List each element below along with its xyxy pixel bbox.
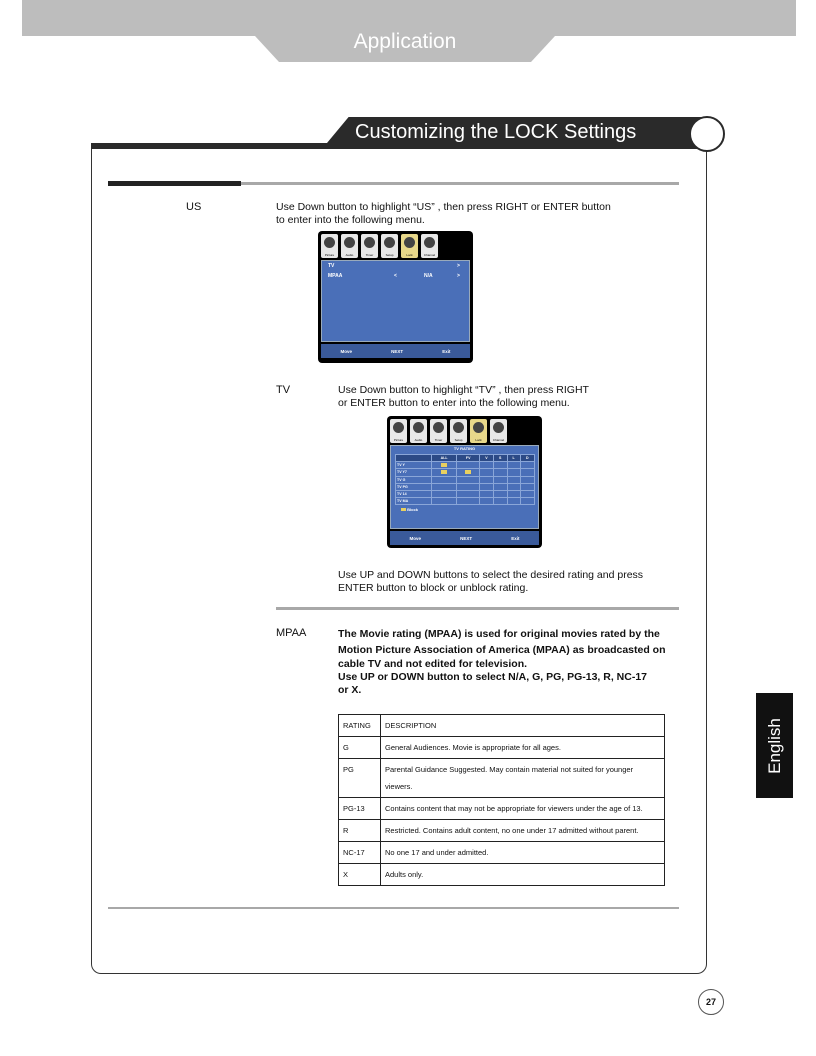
lock-icon <box>441 470 447 474</box>
menu-footer: Move NEXT Exit <box>321 344 470 358</box>
table-row: X Adults only. <box>339 864 665 886</box>
header-description: DESCRIPTION <box>381 715 665 737</box>
mpaa-line-5: or X. <box>338 684 362 696</box>
rating-row: TV Y7 <box>396 469 535 476</box>
table-row: PG-13 Contains content that may not be appropriate for viewers under the age of 13. <box>339 798 665 820</box>
section-title: Customizing the LOCK Settings <box>355 121 637 143</box>
setup-tab-icon: Setup <box>450 419 467 443</box>
menu-row-mpaa: MPAA < N/A > <box>328 273 460 279</box>
menu-tabs <box>321 234 470 258</box>
lock-tab-icon: Lock <box>470 419 487 443</box>
tv-after-line-2: ENTER button to block or unblock rating. <box>338 582 529 594</box>
divider-bottom <box>108 907 679 909</box>
table-header-row <box>339 715 665 737</box>
tv-instructions <box>338 384 589 410</box>
tv-line-1: Use Down button to highlight “TV” , then press RIGHT <box>338 384 589 396</box>
language-side-tab <box>756 693 793 798</box>
menu-tabs <box>390 419 539 443</box>
table-row: NC-17 No one 17 and under admitted. <box>339 842 665 864</box>
lock-menu-us <box>318 231 473 363</box>
language-label: English <box>764 717 784 774</box>
header-rating: RATING <box>339 715 381 737</box>
channel-tab-icon: Channel <box>490 419 507 443</box>
table-row: G General Audiences. Movie is appropriate for all ages. <box>339 737 665 759</box>
menu-footer: Move NEXT Exit <box>390 531 539 545</box>
mpaa-label: MPAA <box>276 627 307 639</box>
rating-row: TV PG <box>396 483 535 490</box>
mpaa-rating-table <box>338 714 665 886</box>
rating-row: TV Y <box>396 462 535 469</box>
audio-tab-icon: Audio <box>341 234 358 258</box>
tv-after-line-1: Use UP and DOWN buttons to select the desired rating and press <box>338 569 644 581</box>
divider-mid <box>276 607 679 610</box>
picture-tab-icon: Picture <box>321 234 338 258</box>
lock-icon <box>401 508 406 511</box>
lock-icon <box>465 470 471 474</box>
mpaa-line-4: Use UP or DOWN button to select N/A, G, PG, PG-13, R, NC-17 <box>338 671 648 683</box>
us-line-1: Use Down button to highlight “US” , then press RIGHT or ENTER button <box>276 201 611 213</box>
lock-tab-icon: Lock <box>401 234 418 258</box>
table-row: PG Parental Guidance Suggested. May contain material not suited for younger viewers. <box>339 759 665 798</box>
setup-tab-icon: Setup <box>381 234 398 258</box>
tv-label: TV <box>276 384 291 396</box>
us-instructions <box>276 201 611 227</box>
rating-row: TV G <box>396 476 535 483</box>
tv-line-2: or ENTER button to enter into the following menu. <box>338 397 570 409</box>
timer-tab-icon: Timer <box>361 234 378 258</box>
tv-after-instructions <box>338 569 643 595</box>
channel-tab-icon: Channel <box>421 234 438 258</box>
rating-row: TV 14 <box>396 490 535 497</box>
menu-row-tv: TV > <box>328 263 460 269</box>
page-number: 27 <box>698 989 724 1015</box>
divider-dark <box>108 181 241 186</box>
menu-screen <box>321 260 470 342</box>
timer-tab-icon: Timer <box>430 419 447 443</box>
audio-tab-icon: Audio <box>410 419 427 443</box>
mpaa-line-3: cable TV and not edited for television. <box>338 658 528 670</box>
divider-light <box>241 182 679 185</box>
block-legend: Block <box>391 507 538 512</box>
us-label: US <box>186 201 202 213</box>
mpaa-line-2: Motion Picture Association of America (MPAA) as broadcasted on <box>338 644 666 656</box>
lock-menu-tv-rating <box>387 416 542 548</box>
rating-grid: ALL FV V S L D TV Y TV Y7 TV G TV PG TV 14 TV MA <box>395 454 535 505</box>
mpaa-line-1: The Movie rating (MPAA) is used for original movies rated by the <box>338 628 660 640</box>
table-row: R Restricted. Contains adult content, no one under 17 admitted without parent. <box>339 820 665 842</box>
us-line-2: to enter into the following menu. <box>276 214 425 226</box>
header-title: Application <box>353 30 457 53</box>
lock-icon <box>441 463 447 467</box>
section-circle-icon <box>689 116 725 152</box>
mpaa-description <box>338 626 666 697</box>
picture-tab-icon: Picture <box>390 419 407 443</box>
rating-row: TV MA <box>396 498 535 505</box>
rating-title: TV RATING <box>453 446 476 451</box>
rating-screen <box>390 445 539 529</box>
